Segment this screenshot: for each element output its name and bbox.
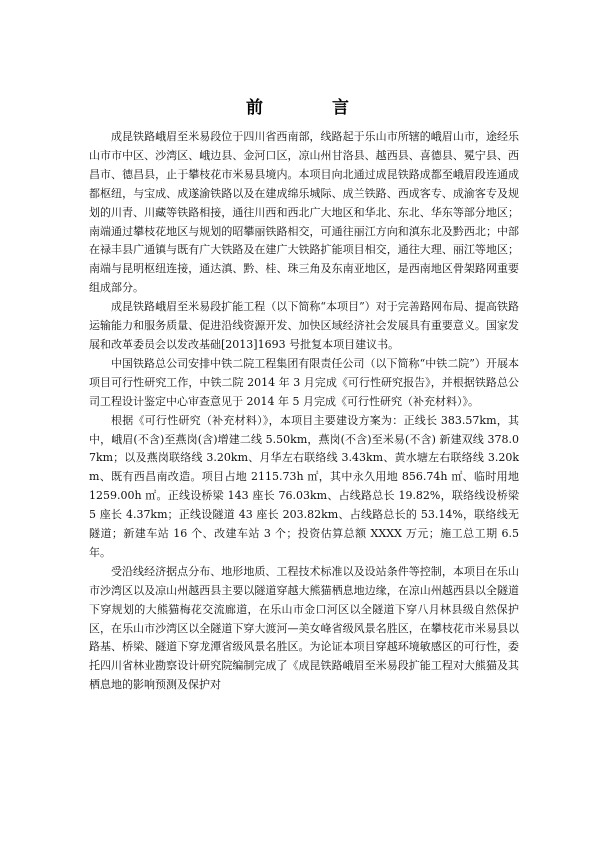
page-title: 前 言: [246, 98, 375, 118]
paragraph-1: 成昆铁路峨眉至米易段位于四川省西南部，线路起于乐山市所辖的峨眉山市，途经乐山市市中区、沙湾区、峨边县、金河口区，凉山州甘洛县、越西县、喜德县、冕宁县、西昌市、德昌县，止于攀枝花市米易县境内。本项目向北通过成昆铁路成都至峨眉段连通成都枢纽，与宝成、成遂渝铁路以及在建成绵乐城际、成兰铁路、西成客专、成渝客专及规划的川青、川藏等铁路相接，通往川西和西北广大地区和华北、东北、华东等部分地区；南端通过攀枝花地区与规划的昭攀丽铁路相交，可通往丽江方向和滇东北及黔西北；中部在禄丰县广通镇与既有广大铁路及在建广大铁路扩能项目相交，通往大理、丽江等地区；南端与昆明枢纽连接，通达滇、黔、桂、珠三角及东南亚地区，是西南地区骨架路网重要组成部分。: [89, 130, 519, 295]
paragraph-4: 根据《可行性研究（补充材料）》，本项目主要建设方案为：正线长 383.57km，其中，峨眉(不含)至燕岗(含)增建二线 5.50km，燕岗(不含)至米易(不含) 新建双线 378.07km；以及燕岗联络线 3.20km、月华左右联络线 3.43km、黄水塘左右联络线 3.20km、既有西昌南改造。项目占地 2115.73h ㎡，其中永久用地 856.74h ㎡、临时用地 1259.00h ㎡。正线设桥梁 143 座长 76.03km、占线路总长 19.82%，联络线设桥梁 5 座长 4.37km；正线设隧道 43 座长 203.82km、占线路总长的 53.14%，联络线无隧道；新建车站 16 个、改建车站 3 个；投资估算总额 XXXX 万元；施工总工期 6.5 年。: [89, 413, 519, 559]
paragraph-3: 中国铁路总公司安排中铁二院工程集团有限责任公司（以下简称“中铁二院”）开展本项目可行性研究工作，中铁二院 2014 年 3 月完成《可行性研究报告》，并根据铁路总公司工程设计鉴定中心审查意见于 2014 年 5 月完成《可行性研究（补充材料）》。: [89, 356, 519, 408]
paragraph-5: 受沿线经济据点分布、地形地质、工程技术标准以及设站条件等控制，本项目在乐山市沙湾区以及凉山州越西县主要以隧道穿越大熊猫栖息地边缘，在凉山州越西县以全隧道下穿规划的大熊猫梅花交流廊道，在乐山市金口河区以全隧道下穿八月林县级自然保护区，在乐山市沙湾区以全隧道下穿大渡河—美女峰省级风景名胜区，在攀枝花市米易县以路基、桥梁、隧道下穿龙潭省级风景名胜区。为论证本项目穿越环境敏感区的可行性，委托四川省林业勘察设计研究院编制完成了《成昆铁路峨眉至米易段扩能工程对大熊猫及其栖息地的影响预测及保护对: [89, 564, 519, 692]
paragraph-2: 成昆铁路峨眉至米易段扩能工程（以下简称“本项目”）对于完善路网布局、提高铁路运输能力和服务质量、促进沿线资源开发、加快区域经济社会发展具有重要意义。国家发展和改革委员会以发改基础[2013]1693 号批复本项目建议书。: [89, 300, 519, 351]
document-body: [89, 128, 519, 695]
